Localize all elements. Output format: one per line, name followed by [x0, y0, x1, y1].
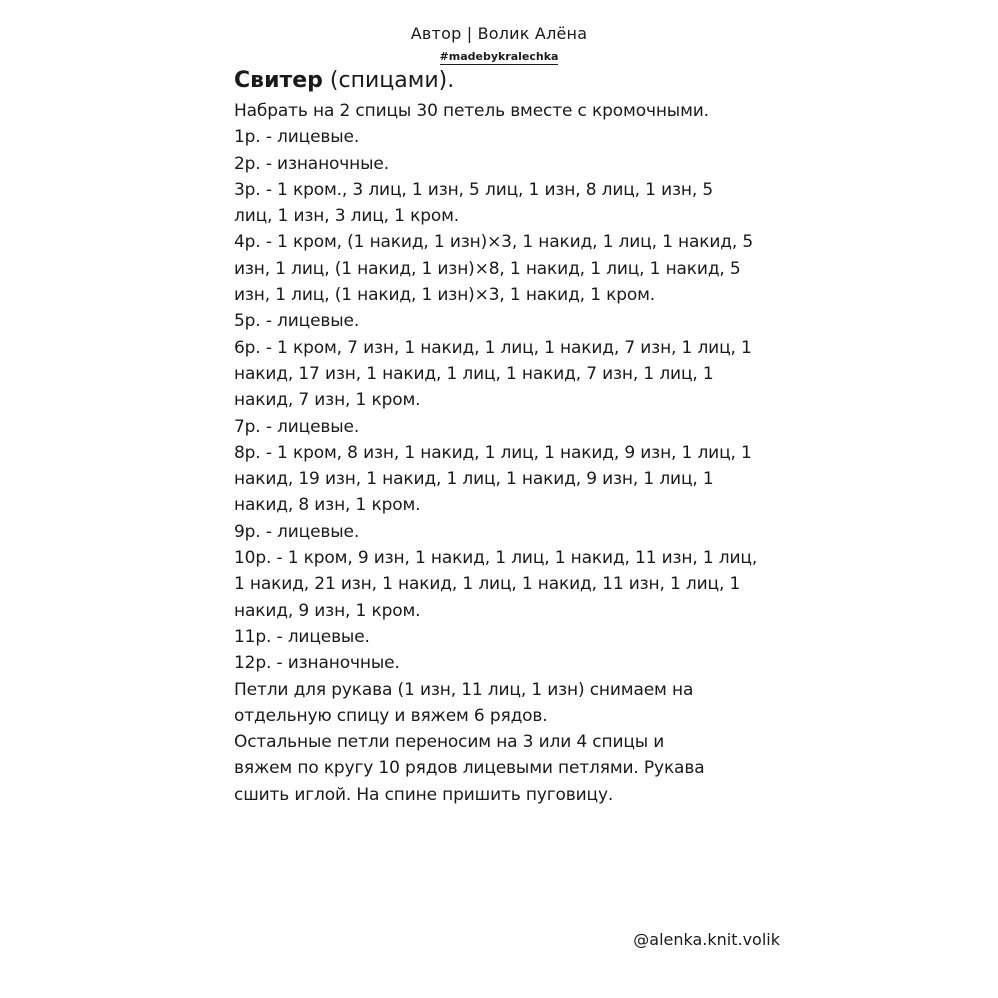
instruction-line: сшить иглой. На спине пришить пуговицу. — [234, 784, 614, 805]
instruction-line: лиц, 1 изн, 3 лиц, 1 кром. — [234, 206, 460, 227]
instruction-line: 9р. - лицевые. — [234, 521, 360, 542]
instruction-line: накид, 9 изн, 1 кром. — [234, 600, 421, 621]
instruction-line: 2р. - изнаночные. — [234, 153, 389, 174]
instruction-line: 10р. - 1 кром, 9 изн, 1 накид, 1 лиц, 1 накид, 11 изн, 1 лиц, — [234, 548, 758, 569]
instagram-handle: @alenka.knit.volik — [633, 930, 780, 949]
instruction-line: 7р. - лицевые. — [234, 416, 360, 437]
instruction-line: 1р. - лицевые. — [234, 127, 360, 148]
instruction-line: 5р. - лицевые. — [234, 311, 360, 332]
instruction-line: 11р. - лицевые. — [234, 626, 370, 647]
author-credit: Автор | Волик Алёна — [410, 24, 588, 43]
instruction-line: изн, 1 лиц, (1 накид, 1 изн)×3, 1 накид, 1 кром. — [234, 285, 656, 306]
instruction-line: отдельную спицу и вяжем 6 рядов. — [234, 705, 548, 726]
title-bold: Свитер — [234, 68, 323, 93]
instruction-line: накид, 19 изн, 1 накид, 1 лиц, 1 накид, 9 изн, 1 лиц, 1 — [234, 469, 714, 490]
hashtag-credit — [0, 50, 998, 63]
instruction-line: 12р. - изнаночные. — [234, 653, 400, 674]
instruction-line: Набрать на 2 спицы 30 петель вместе с кромочными. — [234, 101, 709, 121]
title-rest: (спицами). — [322, 68, 455, 93]
instruction-line: 3р. - 1 кром., 3 лиц, 1 изн, 5 лиц, 1 изн, 8 лиц, 1 изн, 5 — [234, 179, 714, 200]
instruction-line: 6р. - 1 кром, 7 изн, 1 накид, 1 лиц, 1 накид, 7 изн, 1 лиц, 1 — [234, 337, 752, 358]
instruction-line: накид, 17 изн, 1 накид, 1 лиц, 1 накид, 7 изн, 1 лиц, 1 — [234, 363, 714, 384]
instruction-line: Остальные петли переносим на 3 или 4 спицы и — [234, 732, 665, 753]
instruction-line: изн, 1 лиц, (1 накид, 1 изн)×8, 1 накид, 1 лиц, 1 накид, 5 — [234, 258, 741, 279]
instruction-line: 4р. - 1 кром, (1 накид, 1 изн)×3, 1 накид, 1 лиц, 1 накид, 5 — [234, 232, 754, 253]
instruction-line: 8р. - 1 кром, 8 изн, 1 накид, 1 лиц, 1 накид, 9 изн, 1 лиц, 1 — [234, 442, 752, 463]
instruction-line: 1 накид, 21 изн, 1 накид, 1 лиц, 1 накид, 11 изн, 1 лиц, 1 — [234, 574, 741, 595]
instruction-lines — [234, 98, 794, 808]
instruction-line: вяжем по кругу 10 рядов лицевыми петлями. Рукава — [234, 758, 705, 779]
instruction-line: накид, 7 изн, 1 кром. — [234, 390, 421, 411]
hashtag-text: #madebykralechka — [439, 50, 559, 63]
pattern-document — [234, 66, 794, 808]
instruction-line: Петли для рукава (1 изн, 11 лиц, 1 изн) снимаем на — [234, 679, 694, 700]
instruction-line: накид, 8 изн, 1 кром. — [234, 495, 421, 516]
document-title — [234, 66, 794, 96]
